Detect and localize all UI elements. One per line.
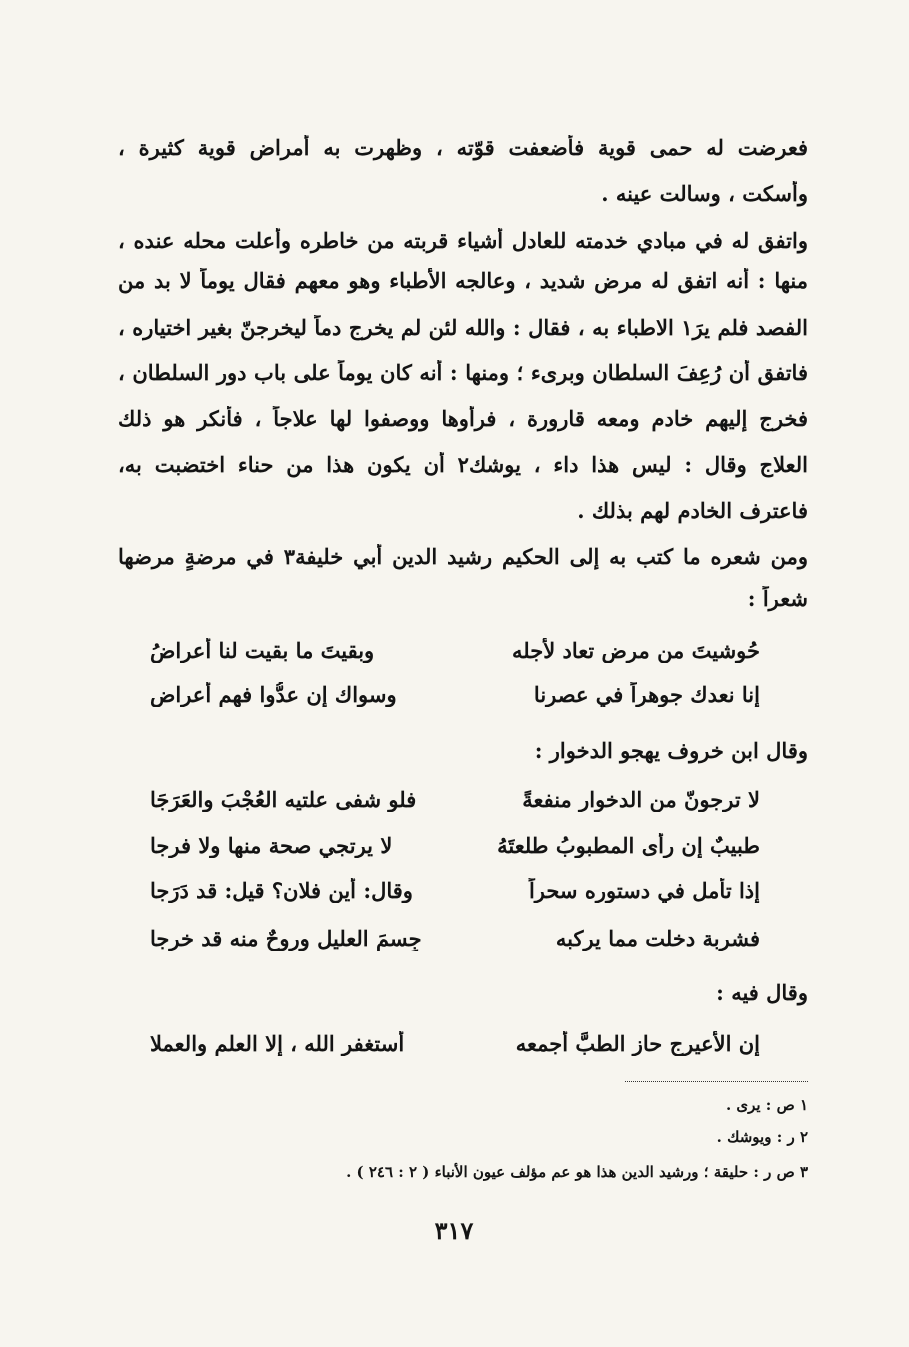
- verse-second-hemistich: جِسمَ العليل وروحٌ منه قد خرجا: [150, 926, 422, 951]
- body-line: فعرضت له حمى قوية فأضعفت قوّته ، وظهرت به أمراض قوية كثيرة ،: [118, 135, 808, 160]
- body-line: وأسكت ، وسالت عينه .: [601, 181, 808, 206]
- body-line: فاتفق أن رُعِفَ السلطان وبرىء ؛ ومنها : أنه كان يوماً على باب دور السلطان ،: [118, 360, 808, 385]
- footnote-divider: [625, 1081, 808, 1082]
- verse-row: [150, 878, 760, 918]
- verse-second-hemistich: وسواك إن عدُّوا فهم أعراض: [150, 682, 397, 707]
- verse-first-hemistich: إن الأعيرج حاز الطبَّ أجمعه: [515, 1031, 760, 1056]
- verse-second-hemistich: أستغفر الله ، إلا العلم والعملا: [150, 1031, 405, 1056]
- body-line: واتفق له في مبادي خدمته للعادل أشياء قربته من خاطره وأعلت محله عنده ،: [118, 228, 808, 253]
- verse-first-hemistich: لا ترجونّ من الدخوار منفعةً: [522, 787, 760, 812]
- verse-row: [150, 926, 760, 966]
- verse-row: [150, 1031, 760, 1071]
- body-line: العلاج وقال : ليس هذا داء ، يوشك٢ أن يكون هذا من حناء اختضبت به،: [118, 452, 808, 477]
- body-line: فخرج إليهم خادم ومعه قارورة ، فرأوها ووصفوا لها علاجاً ، فأنكر هو ذلك: [118, 406, 808, 431]
- footnote: ١ ص : يرى .: [725, 1096, 808, 1114]
- verse-first-hemistich: طبيبٌ إن رأى المطبوبُ طلعتَهُ: [497, 833, 760, 858]
- footnote: ٣ ص ر : حليقة ؛ ورشيد الدين هذا هو عم مؤلف عيون الأنباء ( ٢ : ٢٤٦ ) .: [346, 1163, 808, 1181]
- body-line: فاعترف الخادم لهم بذلك .: [577, 498, 808, 523]
- poem-intro: وقال ابن خروف يهجو الدخوار :: [534, 738, 808, 763]
- verse-row: [150, 833, 760, 873]
- verse-row: [150, 638, 760, 678]
- verse-second-hemistich: فلو شفى علتيه العُجْبَ والعَرَجَا: [150, 787, 417, 812]
- verse-row: [150, 682, 760, 722]
- verse-first-hemistich: إنا نعدك جوهراً في عصرنا: [533, 682, 760, 707]
- poem-intro: وقال فيه :: [716, 980, 808, 1005]
- verse-first-hemistich: إذا تأمل في دستوره سحراً: [528, 878, 760, 903]
- body-line: شعراً :: [747, 586, 808, 611]
- body-line: منها : أنه اتفق له مرض شديد ، وعالجه الأطباء وهو معهم فقال يوماً لا بد من: [118, 268, 808, 293]
- verse-second-hemistich: لا يرتجي صحة منها ولا فرجا: [150, 833, 393, 858]
- verse-first-hemistich: فشربة دخلت مما يركبه: [555, 926, 760, 951]
- verse-first-hemistich: حُوشيتَ من مرض تعاد لأجله: [512, 638, 760, 663]
- verse-second-hemistich: وقال: أين فلان؟ قيل: قد دَرَجا: [150, 878, 413, 903]
- verse-row: [150, 787, 760, 827]
- body-line: ومن شعره ما كتب به إلى الحكيم رشيد الدين أبي خليفة٣ في مرضةٍ مرضها: [118, 544, 808, 569]
- page-number: ٣١٧: [434, 1216, 474, 1245]
- footnote: ٢ ر : ويوشك .: [716, 1128, 808, 1146]
- body-line: الفصد فلم يرَ١ الاطباء به ، فقال : والله لئن لم يخرج دماً ليخرجنّ بغير اختياره ،: [118, 315, 808, 340]
- verse-second-hemistich: وبقيتَ ما بقيت لنا أعراضُ: [150, 638, 375, 663]
